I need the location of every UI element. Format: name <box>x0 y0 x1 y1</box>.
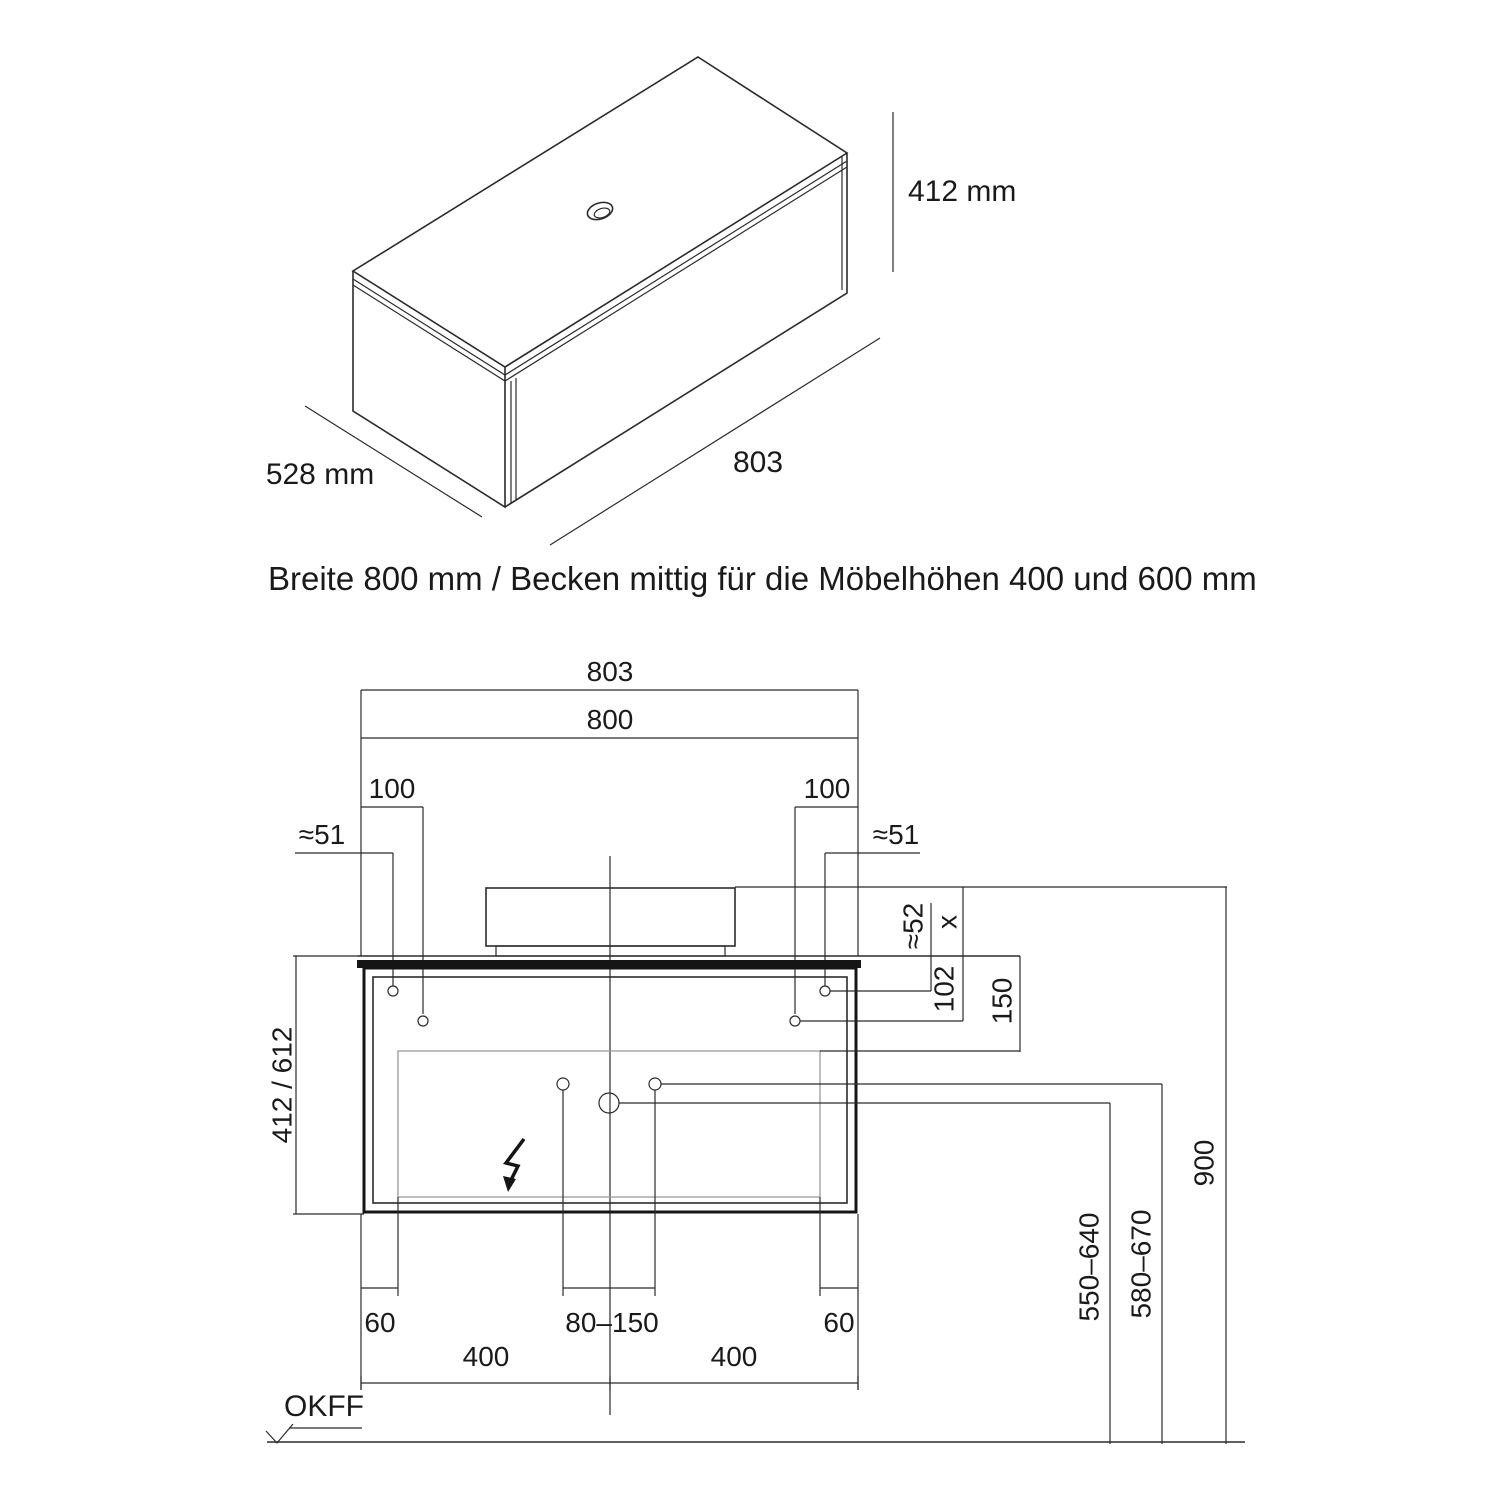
label-cabinet-height: 412 / 612 <box>266 1026 298 1144</box>
front-elevation-view <box>266 656 1245 1444</box>
iso-faucet-hole-inner <box>593 206 611 220</box>
label-hole-row2-depth: 102 <box>928 965 960 1013</box>
faucet-drop-lines <box>563 1090 655 1296</box>
faucet-hole-left <box>557 1078 569 1090</box>
label-inner-width: 800 <box>586 704 634 735</box>
label-cutout-depth: 150 <box>986 977 1018 1025</box>
iso-width-dim-line <box>550 338 880 545</box>
iso-drawer-gap <box>511 378 516 503</box>
floor-level-check-icon <box>266 1424 293 1443</box>
drain-hole <box>599 1093 619 1113</box>
iso-left-face <box>353 271 505 507</box>
isometric-cabinet-view <box>266 57 1017 545</box>
caption-text: Breite 800 mm / Becken mittig für die Möbelhöhen 400 und 600 mm <box>268 560 1257 597</box>
installation-cutout-hatch <box>398 1051 820 1197</box>
mounting-hole <box>790 1016 800 1026</box>
faucet-hole-right <box>649 1078 661 1090</box>
iso-depth-label: 528 mm <box>265 458 375 491</box>
mounting-hole <box>388 986 398 996</box>
label-drain-height: 550–640 <box>1073 1212 1105 1322</box>
dim-line-400 <box>361 1376 858 1390</box>
iso-top-face <box>353 57 847 367</box>
label-outer-width: 803 <box>586 656 634 687</box>
electrical-bolt-icon <box>503 1139 524 1192</box>
iso-width-label: 803 <box>732 446 784 479</box>
dim-line-cabinet-height <box>293 956 364 1214</box>
iso-height-label: 412 mm <box>908 175 1017 208</box>
hole-extension-100 <box>423 807 795 1014</box>
mounting-hole <box>418 1016 428 1026</box>
label-basin-top-height: 900 <box>1188 1139 1220 1187</box>
label-hole-right: ≈51 <box>872 819 920 850</box>
iso-countertop-lip-1 <box>353 161 847 375</box>
iso-front-face <box>505 153 847 507</box>
iso-faucet-hole <box>585 199 615 222</box>
label-hole-row1-depth: ≈52 <box>897 902 929 950</box>
mounting-hole <box>820 986 830 996</box>
label-half-right: 400 <box>710 1341 758 1372</box>
label-faucet-spread: 80–150 <box>565 1307 659 1338</box>
label-outlet-height: 580–670 <box>1125 1209 1157 1319</box>
label-half-left: 400 <box>462 1341 510 1372</box>
label-offset-left: 100 <box>368 773 416 804</box>
label-offset-right: 100 <box>803 773 851 804</box>
label-floor: OKFF <box>284 1390 364 1423</box>
label-edge-right: 60 <box>823 1307 855 1338</box>
label-edge-left: 60 <box>364 1307 396 1338</box>
label-var-x: x <box>931 915 963 929</box>
label-hole-left: ≈51 <box>298 819 346 850</box>
